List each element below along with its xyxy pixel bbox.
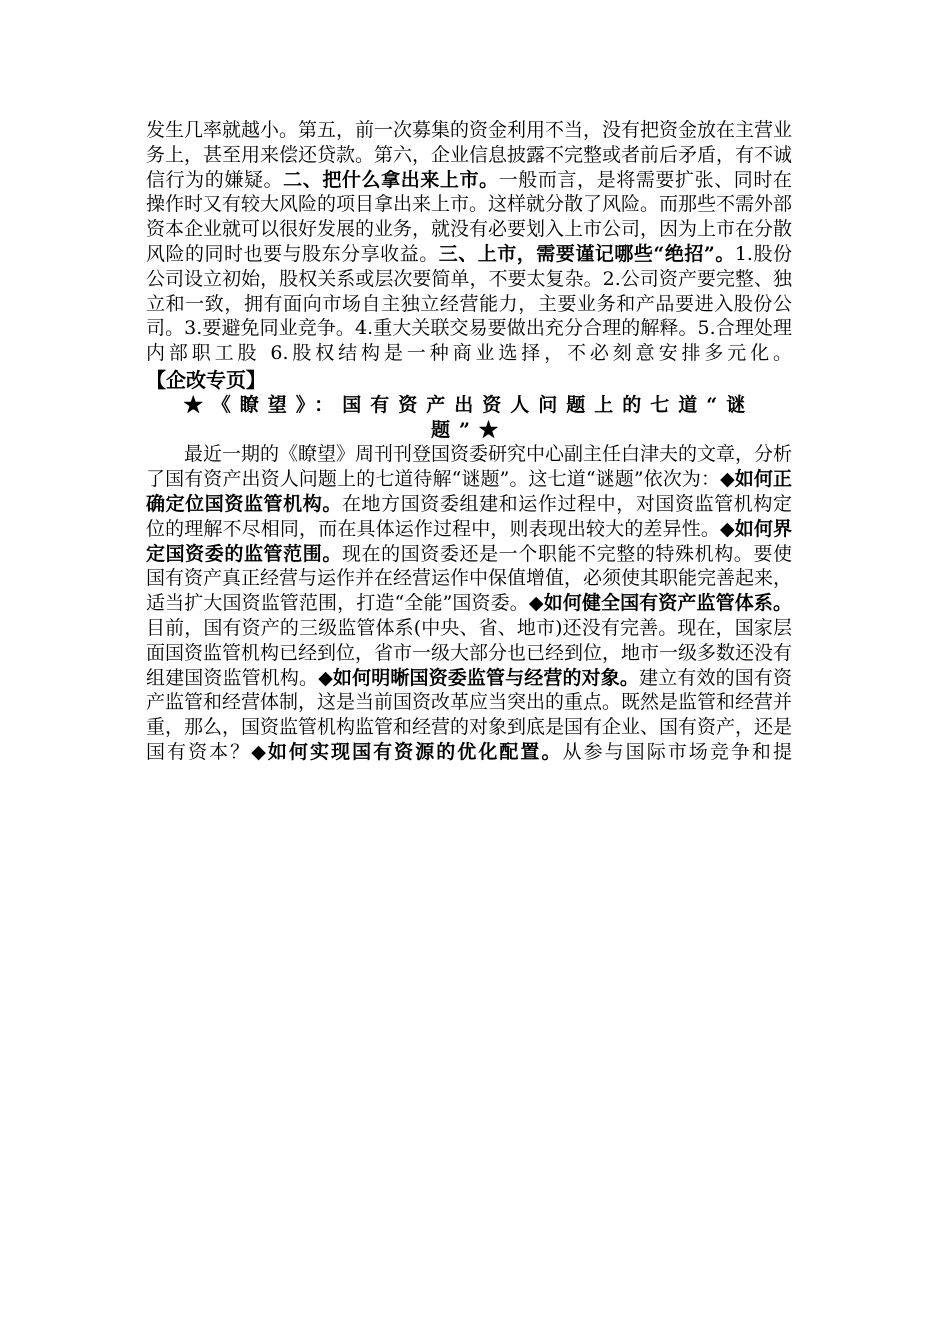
bold-heading-run: ◆如何健全国有资产监管体系。 xyxy=(528,592,792,615)
section-heading: 【企改专页】 xyxy=(146,367,266,392)
article-title: ★《瞭望》：国有资产出资人问题上的七道“谜题”★ xyxy=(183,393,755,441)
text-run: 1.股份公司设立初始，股权关系或层次要简单，不要太复杂。2.公司资产要完整、独立和一致，拥有面向市场自主独立经营能力，主要业务和产品要进入股份公司。3.要避免同业竞争。4.重大关联交易要做出充分合理的解释。5.合理处理内部职工股 6.股权结构是一种商业选择，不必刻意安排多元化。 xyxy=(146,242,792,365)
bold-heading-run: ◆如何正确定位国资监管机构。 xyxy=(146,468,792,515)
text-run: 现在的国资委还是一个职能不完整的特殊机构。要使国有资产真正经营与运作并在经营运作中保值增值，必须使其职能完善起来，适当扩大国资监管范围，打造“全能”国资委。 xyxy=(146,542,793,615)
paragraph-seven-puzzles xyxy=(146,442,792,764)
bold-heading-run: ◆如何明晰国资委监管与经营的对象。 xyxy=(318,666,640,689)
document-page xyxy=(146,118,792,765)
bold-heading-run: 三、上市，需要谨记哪些“绝招”。 xyxy=(438,242,735,265)
text-run: 从参与国际市场竞争和提 xyxy=(562,740,792,763)
text-run: 目前，国有资产的三级监管体系(中央、省、地市)还没有完善。现在，国家层面国资监管机构已经到位，省市一级大部分也已经到位，地市一级多数还没有组建国资监管机构。 xyxy=(146,616,793,689)
text-run: 建立有效的国有资产监管和经营体制，这是当前国资改革应当突出的重点。既然是监管和经营并重，那么，国资监管机构监管和经营的对象到底是国有企业、国有资产，还是国有资本？ xyxy=(146,666,793,763)
paragraph-listing-criteria xyxy=(146,118,792,366)
bold-heading-run: 二、把什么拿出来上市。 xyxy=(283,168,499,191)
text-run: 一般而言，是将需要扩张、同时在操作时又有较大风险的项目拿出来上市。这样就分散了风险。而那些不需外部资本企业就可以很好发展的业务，就没有必要划入上市公司，因为上市在分散风险的同时也要与股东分享收益。 xyxy=(146,168,793,265)
bold-heading-run: ◆如何实现国有资源的优化配置。 xyxy=(251,740,563,763)
bold-heading-run: ◆如何界定国资委的监管范围。 xyxy=(146,517,792,565)
text-run: 在地方国资委组建和运作过程中，对国资监管机构定位的理解不尽相同，而在具体运作过程中，则表现出较大的差异性。 xyxy=(146,492,792,540)
text-run: 最近一期的《瞭望》周刊刊登国资委研究中心副主任白津夫的文章，分析了国有资产出资人问题上的七道待解“谜题”。这七道“谜题”依次为： xyxy=(146,443,793,491)
text-run: 发生几率就越小。第五，前一次募集的资金利用不当，没有把资金放在主营业务上，甚至用来偿还贷款。第六，企业信息披露不完整或者前后矛盾，有不诚信行为的嫌疑。 xyxy=(146,119,793,191)
